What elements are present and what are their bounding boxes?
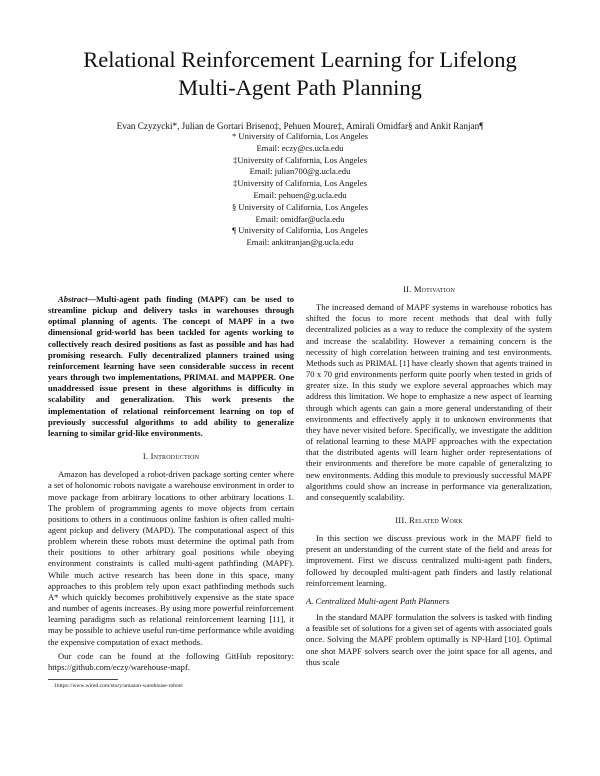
footnote-rule xyxy=(48,679,118,680)
paper-title xyxy=(40,46,560,102)
affiliation-email: Email: eczy@cs.ucla.edu xyxy=(256,142,344,153)
affiliation-email: Email: julian700@g.ucla.edu xyxy=(249,166,351,177)
affiliation-line: * University of California, Los Angeles xyxy=(231,131,369,141)
section-heading-introduction: I. Introduction xyxy=(142,451,200,462)
title-line-2: Multi-Agent Path Planning xyxy=(178,75,422,100)
abstract-label: Abstract xyxy=(58,294,88,304)
footnote: 1https://www.wired.com/story/amazon-warehouse-robots xyxy=(54,683,183,689)
affiliation-email: Email: pehuen@g.ucla.edu xyxy=(253,189,347,200)
motivation-paragraph: The increased demand of MAPF systems in warehouse robotics has shifted the focus to more recent methods that deal with fully decentralized policies as a way to reduce the complexity of the system and increase the scalability. However a remaining concern is the necessity of high correlation between training and test environments. Methods such as PRIMAL [1] have clearly shown that agents trained in 70 x 70 grid environments perform quite poorly when tested in grids of greater size. In this study we explore several approaches which may address this limitation. We hope to emphasize a new aspect of learning through which agents can gain a more general understanding of their environments and effectively apply it to unknown environments that they have never visited before. Specifically, we investigate the addition of relational learning to these MAPF approaches with the expectation that the distributed agents will learn higher order representations of their environments and therefore be more capable of generalizing to new environments. Adding this module to previously successful MAPF algorithms could show an increase in performance via generalization, and consequently scalability. xyxy=(306,302,552,502)
section-heading-motivation: II. Motivation xyxy=(402,284,456,294)
left-column xyxy=(48,294,294,690)
subsection-heading: A. Centralized Multi-agent Path Planners xyxy=(306,595,450,606)
affiliation-line: ‡University of California, Los Angeles xyxy=(233,178,367,189)
affiliation-line: ¶ University of California, Los Angeles xyxy=(232,225,368,236)
affiliation-line: § University of California, Los Angeles xyxy=(231,201,369,212)
affiliation-email: Email: ankitranjan@g.ucla.edu xyxy=(246,237,354,248)
right-column xyxy=(306,284,552,668)
section-heading-related-work: III. Related Work xyxy=(395,514,463,525)
intro-paragraph-2: Our code can be found at the following GitHub repository: https://github.com/eczy/warehouse-mapf. xyxy=(48,650,294,672)
affiliation-line: ‡University of California, Los Angeles xyxy=(233,154,367,165)
abstract-text: —Multi-agent path finding (MAPF) can be used to streamline pickup and delivery tasks in warehouses through optimal planning of agents. The concept of MAPF in a two dimensional grid-world has been tackled for agents working to collectively reach desired positions as fast as possible and has had promising research. Fully decentralized planners trained using reinforcement learning have seen considerable success in recent years through two implementations, PRIMAL and MAPPER. One unaddressed issue present in these algorithms is difficulty in scalability and generalization. This work presents the implementation of relational reinforcement learning on top of previously successful algorithms to add ability to generalize learning to similar grid-like environments. xyxy=(48,294,294,438)
affiliation-email: Email: omidfar@ucla.edu xyxy=(255,213,345,224)
intro-paragraph-1: Amazon has developed a robot-driven package sorting center where a set of holonomic robots navigate a warehouse environment in order to move package from arbitrary locations to other arbitrary locations 1. The problem of programming agents to move objects from certain positions to others in a continuous online fashion is often called multi-agent pickup and delivery (MAPD). The computational aspect of this problem wherein these robots must determine the optimal path from their positions to other arbitrary goal positions while obeying environment constraints is called multi-agent pathfinding (MAPF). While much active research has been done in this space, many approaches to this problem rely upon exact pathfinding methods such A* which quickly becomes prohibitively expensive as the state space and number of agents increases. By using more powerful reinforcement learning paradigms such as relational reinforcement learning [11], it may be possible to achieve useful run-time performance while avoiding the expensive computation of exact methods. xyxy=(48,469,294,647)
related-paragraph-2: In the standard MAPF formulation the solvers is tasked with finding a feasible set of solutions for a given set of agents with associated goals once. Solving the MAPF problem optimally is NP-Hard [10]. Optimal one shot MAPF solvers search over the joint space for all agents, and thus scale xyxy=(306,612,552,667)
abstract xyxy=(48,294,294,439)
author-list: Evan Czyzycki*, Julian de Gortari Briseno‡, Pehuen Moure‡, Amirali Omidfar§ and Ankit Ranjan¶ xyxy=(116,121,484,131)
affiliation-block xyxy=(60,131,540,249)
title-line-1: Relational Reinforcement Learning for Lifelong xyxy=(83,47,517,72)
related-paragraph-1: In this section we discuss previous work in the MAPF field to present an understanding of the current state of the field and areas for improvement. First we discuss centralized multi-agent path finders, followed by decoupled multi-agent path finders and lastly relational reinforcement learning. xyxy=(306,533,552,588)
